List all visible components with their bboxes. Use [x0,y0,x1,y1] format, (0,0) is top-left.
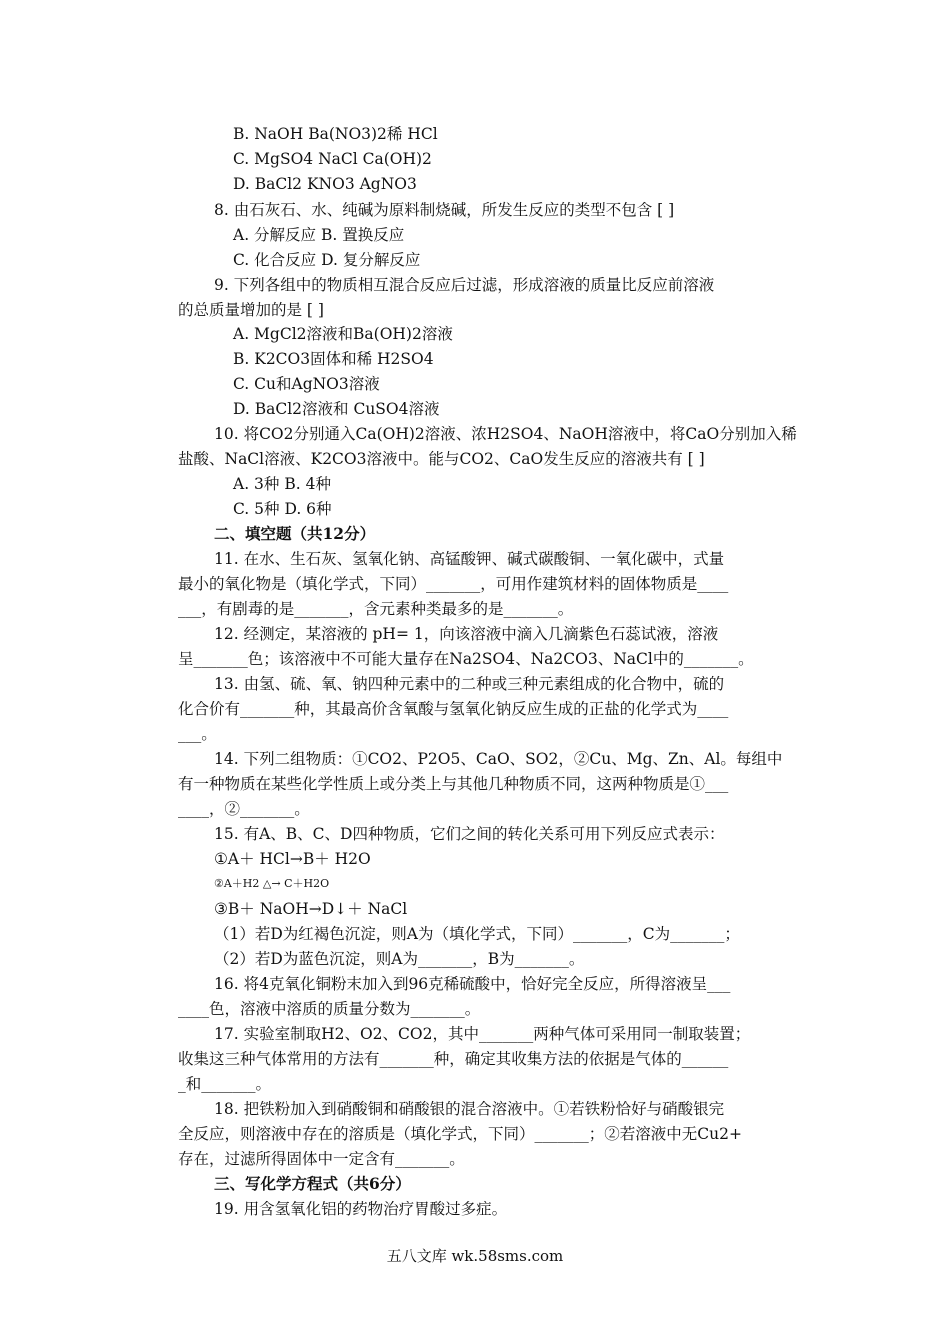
question-18-cont: 全反应，则溶液中存在的溶质是（填化学式，下同）_______；②若溶液中无Cu2+ [178,1125,742,1143]
question-17-cont: _和_______。 [178,1075,272,1093]
question-12: 12. 经测定，某溶液的 pH= 1，向该溶液中滴入几滴紫色石蕊试液，溶液 [214,625,719,643]
question-11-cont: ___，有剧毒的是_______，含元素种类最多的是_______。 [178,600,574,618]
equation-2: ②A＋H2 △→ C＋H2O [214,877,330,890]
question-13-cont: 化合价有_______种，其最高价含氧酸与氢氧化钠反应生成的正盐的化学式为____ [178,700,729,718]
question-14-cont: ____，②_______。 [178,800,310,818]
question-15-part-2: （2）若D为蓝色沉淀，则A为_______，B为_______。 [214,950,585,968]
question-8: 8. 由石灰石、水、纯碱为原料制烧碱，所发生反应的类型不包含 [ ] [214,201,675,219]
question-16: 16. 将4克氧化铜粉末加入到96克稀硫酸中，恰好完全反应，所得溶液呈___ [214,975,731,993]
question-12-cont: 呈_______色；该溶液中不可能大量存在Na2SO4、Na2CO3、NaCl中的_______。 [178,650,754,668]
question-17: 17. 实验室制取H2、O2、CO2，其中_______两种气体可采用同一制取装置； [214,1025,751,1043]
question-10-cont: 盐酸、NaCl溶液、K2CO3溶液中。能与CO2、CaO发生反应的溶液共有 [ ] [178,450,705,468]
question-10: 10. 将CO2分别通入Ca(OH)2溶液、浓H2SO4、NaOH溶液中，将CaO分别加入稀 [214,425,797,443]
footer-watermark: 五八文库 wk.58sms.com [386,1247,564,1265]
question-13-cont: ___。 [178,725,217,743]
section-heading: 三、写化学方程式（共6分） [214,1174,411,1193]
option-line: B. NaOH Ba(NO3)2稀 HCl [233,125,438,143]
question-18-cont: 存在，过滤所得固体中一定含有_______。 [178,1150,465,1168]
question-19: 19. 用含氢氧化铝的药物治疗胃酸过多症。 [214,1200,508,1218]
question-17-cont: 收集这三种气体常用的方法有_______种，确定其收集方法的依据是气体的______ [178,1050,729,1068]
option-line: B. K2CO3固体和稀 H2SO4 [233,350,434,368]
option-line: D. BaCl2 KNO3 AgNO3 [233,175,417,193]
option-line: C. MgSO4 NaCl Ca(OH)2 [233,150,432,168]
option-line: A. 分解反应 B. 置换反应 [233,226,405,244]
section-heading: 二、填空题（共12分） [214,524,376,543]
question-15-part-1: （1）若D为红褐色沉淀，则A为（填化学式，下同）_______，C为_______； [214,925,740,943]
question-11-cont: 最小的氧化物是（填化学式，下同）_______，可用作建筑材料的固体物质是____ [178,575,729,593]
question-14: 14. 下列二组物质：①CO2、P2O5、CaO、SO2，②Cu、Mg、Zn、Al。每组中 [214,750,783,768]
option-line: C. 化合反应 D. 复分解反应 [233,251,421,269]
question-16-cont: ____色，溶液中溶质的质量分数为_______。 [178,1000,481,1018]
equation-1: ①A＋ HCl→B＋ H2O [214,850,371,868]
option-line: C. Cu和AgNO3溶液 [233,375,380,393]
question-14-cont: 有一种物质在某些化学性质上或分类上与其他几种物质不同，这两种物质是①___ [178,775,729,793]
question-13: 13. 由氢、硫、氧、钠四种元素中的二种或三种元素组成的化合物中，硫的 [214,675,725,693]
option-line: D. BaCl2溶液和 CuSO4溶液 [233,400,440,418]
option-line: A. 3种 B. 4种 [233,475,331,493]
question-9: 9. 下列各组中的物质相互混合反应后过滤，形成溶液的质量比反应前溶液 [214,276,715,294]
equation-3: ③B＋ NaOH→D↓＋ NaCl [214,900,408,918]
option-line: C. 5种 D. 6种 [233,500,332,518]
question-18: 18. 把铁粉加入到硝酸铜和硝酸银的混合溶液中。①若铁粉恰好与硝酸银完 [214,1100,725,1118]
question-15: 15. 有A、B、C、D四种物质，它们之间的转化关系可用下列反应式表示： [214,825,725,843]
option-line: A. MgCl2溶液和Ba(OH)2溶液 [233,325,453,343]
question-11: 11. 在水、生石灰、氢氧化钠、高锰酸钾、碱式碳酸铜、一氧化碳中，式量 [214,550,725,568]
question-9-cont: 的总质量增加的是 [ ] [178,301,324,319]
